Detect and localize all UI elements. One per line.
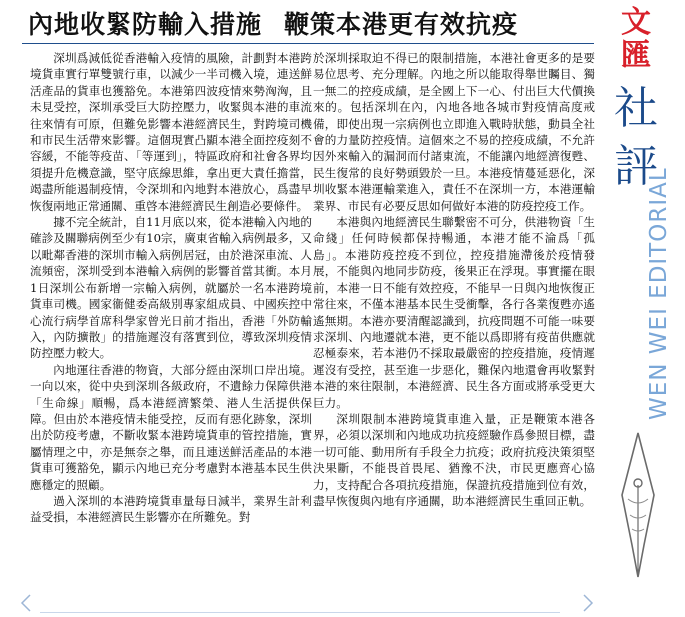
brand-char-bottom: 匯 xyxy=(621,38,651,73)
bracket-right-icon xyxy=(582,593,596,613)
paragraph: 本港與內地經濟民生聯繫密不可分，供港物資「生命綫」任何時候都保持暢通，本港才能不淪爲「孤島」。本港防疫控疫不到位，控疫措施滯後於疫情發展，不能與內地同步防疫，後果正在浮現。事實擺在眼前，本港一日不能有效控疫，不能早一日與內地恢復正常往來，不僅本港基本民生受衝擊，各行各業復甦亦遙遙無期。本港亦要清醒認識到，抗疫問題不可能一味要求深圳、內地遷就本港，更不能以爲即將有疫苗供應就忍極泰來，若本港仍不採取最嚴密的控疫措施，疫情遲遲沒有受控，甚至進一步惡化，難保內地還會再收緊對本港的來往限制，本港經濟、民生各方面或將承受更大巨力。 xyxy=(313,215,595,410)
editorial-english-label: WEN WEI EDITORIAL xyxy=(646,167,672,420)
article-column-left xyxy=(30,50,312,610)
wenwei-logo xyxy=(618,6,654,72)
fountain-pen-nib-icon xyxy=(608,425,668,585)
paragraph: 內地運往香港的物資，大部分經由深圳口岸出境。一向以來，從中央到深圳各級政府，不遺餘力保障供港「生命線」順暢，爲本港經濟繁榮、港人生活提供保障。但由於本港疫情未能受控，反而有惡化跡象，深圳出於防疫考慮，不斷收緊本港跨境貨車的管控措施，實屬情理之中，亦是無奈之舉，而且連送鮮活產品的本港貨車可獲豁免，顯示內地已充分考慮對本港基本民生供應穩定的照顧。 xyxy=(30,362,312,492)
paragraph: 過入深圳的本港跨境貨車量每日減半，業界生計利益受損，本港經濟民生影響亦在所難免。對 xyxy=(30,493,312,525)
bracket-left-icon xyxy=(18,593,32,613)
paragraph: 於深圳採取迫不得已的限制措施，本港社會更多的是要易位思考、充分理解。內地之所以能取得舉世矚目、獨一無二的控疫成績，是全國上下一心、付出巨大代價換來的。包括深圳在內，內地各地各城市對疫情高度戒備，即使出現一宗病例也立即進入戰時狀態，動員全社會的力量防控疫情。這個來之不易的控疫成績，不允許因外來輸入的漏洞而付諸東流，不能讓內地經濟復甦、民生復常的良好勢頭毀於一旦。本港疫情蔓延惡化，深圳收緊本港運輸業進入，責任不在深圳一方，本港運輸業界、市民有必要反思如何做好本港的防疫控疫工作。 xyxy=(313,51,595,213)
paragraph: 據不完全統計，自11月底以來，從本港輸入內地的確診及關聯病例至少有10宗，廣東省輸入病例最多，又以毗鄰香港的深圳市輸入病例居冠，由於港深車流、人流頻密，深圳受到本港輸入病例的影響首當其衝。本月1日深圳公布新增一宗輸入病例，就屬於一名本港跨境貨車司機。國家衞健委高級別專家組成員、中國疾控中心流行病學首席科學家曾光日前才指出，香港「外防輸入，內防擴散」的措施遲沒有落實到位，導致深圳疫情防控壓力較大。 xyxy=(30,215,312,361)
title-char-bottom: 評 xyxy=(614,141,658,192)
paragraph: 深圳限制本港跨境貨車進入量，正是鞭策本港各界，必須以深圳和內地成功抗疫經驗作爲參照目標，盡一切可能、動用所有手段全力抗疫；政府抗疫決策須堅決果斷，不能畏首畏尾、猶豫不決，市民更應齊心協力，支持配合各項抗疫措施，保證抗疫措施到位有效，盡早恢復與內地有序通關，助本港經濟民生重回正軌。 xyxy=(313,411,595,508)
headline xyxy=(28,5,598,39)
headline-part-2: 鞭策本港更有效抗疫 xyxy=(284,10,519,39)
headline-divider xyxy=(22,43,594,44)
paragraph: 深圳爲減低從香港輸入疫情的風險，計劃對本港跨境貨車實行單雙號行車，以減少一半司機入境，連送鮮活產品的貨車也獲豁免。本港第四波疫情來勢洶洶，且未見受控，深圳承受巨大防控壓力，收緊與本港的車流往來情有可原，但難免影響本港經濟民生，對跨境司機和市民生活帶來影響。這個現實凸顯本港全面控疫刻不容緩，不能等疫苗、「等運到」，特區政府和社會各界均須提升危機意識，堅守底線思維，拿出更大責任擔當，竭盡所能遏制疫情，令深圳和內地對本港放心，爲盡早恢復兩地正常通關、重啓本港經濟民生創造必要條件。 xyxy=(30,51,312,213)
title-char-top: 社 xyxy=(614,83,658,134)
bottom-divider xyxy=(40,612,560,613)
article-column-right xyxy=(313,50,595,610)
headline-part-1: 內地收緊防輸入措施 xyxy=(28,10,263,39)
brand-char-top: 文 xyxy=(621,5,651,40)
